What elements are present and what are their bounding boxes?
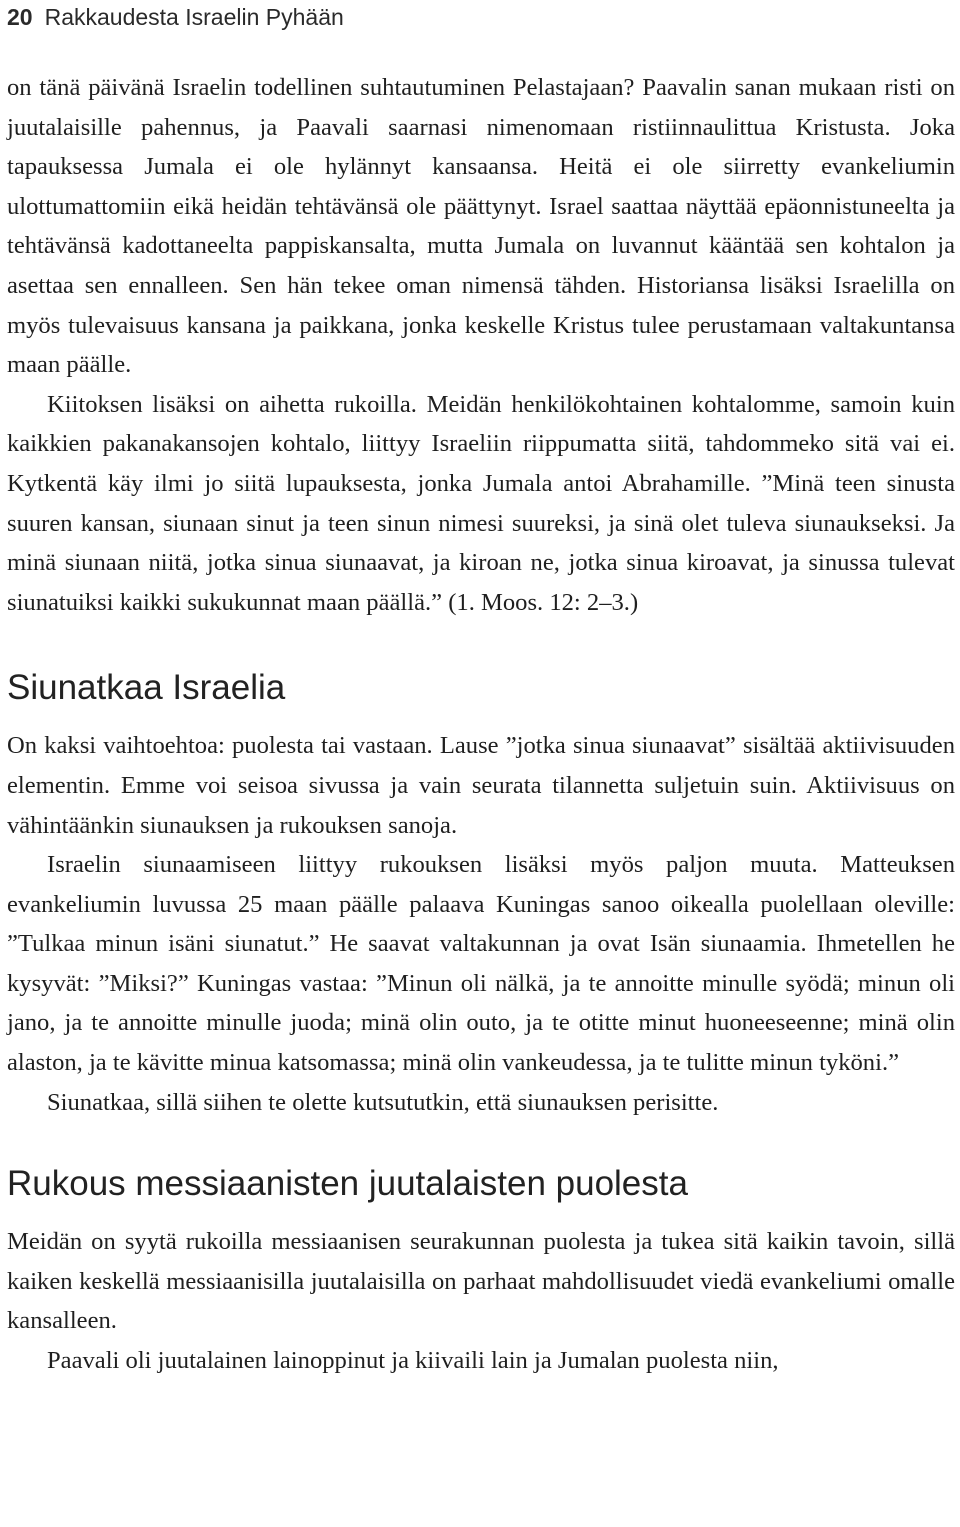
section1-paragraph-3: Siunatkaa, sillä siihen te olette kutsututkin, että siunauksen perisitte. bbox=[47, 1088, 719, 1116]
intro-paragraph-1: on tänä päivänä Israelin todellinen suhtautuminen Pelastajaan? Paavalin sanan mukaan risti on juutalaisille pahennus, ja Paavali saarnasi nimenomaan ristiinnaulittua Kristusta. Joka tapauksessa Jumala ei ole hylännyt kansaansa. Heitä ei ole siirretty evankeliumin ulottumattomiin eikä heidän tehtävänsä ole päättynyt. Israel saattaa näyttää epäonnistuneelta ja tehtävänsä kadottaneelta pappiskansalta, mutta Jumala on luvannut kääntää sen kohtalon ja asettaa sen ennalleen. Sen hän tekee oman nimensä tähden. Historiansa lisäksi Israelilla on myös tulevaisuus kansana ja paikkana, jonka keskelle Kristus tulee perustamaan valtakuntansa maan päälle. bbox=[7, 74, 955, 379]
section2-paragraph-1: Meidän on syytä rukoilla messiaanisen seurakunnan puolesta ja tukea sitä kaikin tavoin, sillä kaiken keskellä messiaanisilla juutalaisilla on parhaat mahdollisuudet viedä evankeliumi omalle kansalleen. bbox=[7, 1228, 955, 1335]
intro-paragraph-2: Kiitoksen lisäksi on aihetta rukoilla. Meidän henkilökohtainen kohtalomme, samoin kuin kaikkien pakanakansojen kohtalo, liittyy Israeliin riippumatta siitä, tahdommeko sitä vai ei. Kytkentä käy ilmi jo siitä lupauksesta, jonka Jumala antoi Abrahamille. ”Minä teen sinusta suuren kansan, siunaan sinut ja teen sinun nimesi suureksi, ja sinä olet tuleva siunaukseksi. Ja minä siunaan niitä, jotka sinua siunaavat, ja kiroan ne, jotka sinua kiroavat, ja sinussa tulevat siunatuiksi kaikki sukukunnat maan päällä.” (1. Moos. 12: 2–3.) bbox=[7, 390, 955, 616]
section-heading-siunatkaa: Siunatkaa Israelia bbox=[7, 668, 286, 708]
running-header bbox=[7, 2, 955, 32]
book-title: Rakkaudesta Israelin Pyhään bbox=[44, 4, 344, 30]
section-heading-rukous: Rukous messiaanisten juutalaisten puolesta bbox=[7, 1164, 688, 1204]
section2-paragraph-2: Paavali oli juutalainen lainoppinut ja kiivaili lain ja Jumalan puolesta niin, bbox=[47, 1347, 779, 1375]
book-page bbox=[7, 0, 955, 1381]
section1-paragraph-2: Israelin siunaamiseen liittyy rukouksen lisäksi myös paljon muuta. Matteuksen evankeliumin luvussa 25 maan päälle palaava Kuningas sanoo oikealla puolellaan oleville: ”Tulkaa minun isäni siunatut.” He saavat valtakunnan ja ovat Isän siunaamia. Ihmetellen he kysyvät: ”Miksi?” Kuningas vastaa: ”Minun oli nälkä, ja te annoitte minulle syödä; minun oli jano, ja te annoitte minulle juoda; minä olin outo, ja te otitte minut huoneeseenne; minä olin alaston, ja te kävitte minua katsomassa; minä olin vankeudessa, ja te tulitte minun tyköni.” bbox=[7, 851, 955, 1077]
section1-paragraph-1: On kaksi vaihtoehtoa: puolesta tai vastaan. Lause ”jotka sinua siunaavat” sisältää aktiivisuuden elementin. Emme voi seisoa sivussa ja vain seurata tilannetta suljetuin suin. Aktiivisuus on vähintäänkin siunauksen ja rukouksen sanoja. bbox=[7, 732, 955, 839]
page-number: 20 bbox=[7, 4, 33, 30]
